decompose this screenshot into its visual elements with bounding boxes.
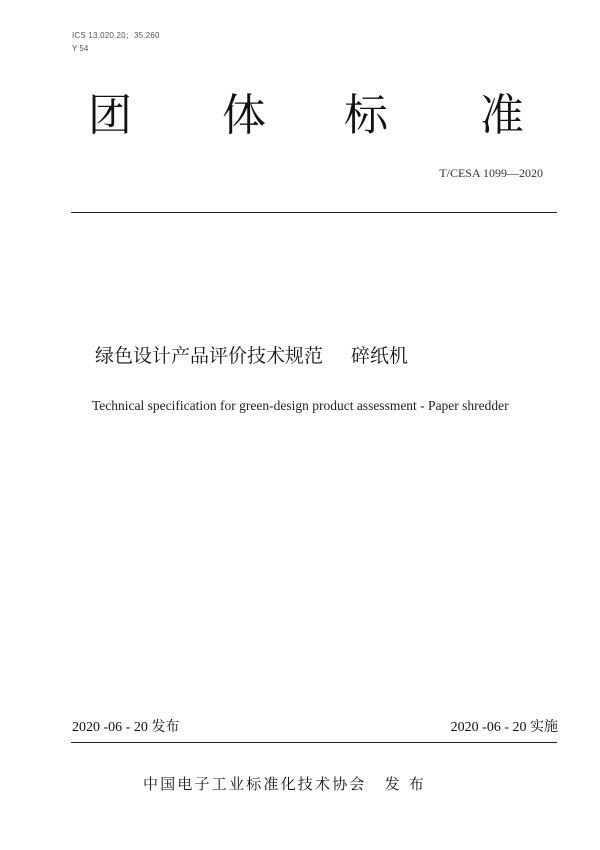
ccs-code: Y 54 (72, 44, 89, 53)
publish-date: 2020 -06 - 20 发布 (72, 720, 180, 735)
heading-char-2: 体 (222, 90, 266, 141)
standard-number: T/CESA 1099—2020 (439, 166, 543, 180)
publisher-action: 发 布 (384, 775, 426, 793)
heading-char-1: 团 (88, 90, 132, 141)
top-divider (71, 212, 557, 213)
title-chinese-sub: 碎纸机 (351, 345, 409, 367)
ics-code: ICS 13.020.20；35.260 (72, 31, 160, 40)
heading-char-3: 标 (344, 90, 388, 141)
title-chinese-main: 绿色设计产品评价技术规范 (95, 345, 324, 367)
bottom-divider (71, 742, 557, 743)
title-english: Technical specification for green-design product assessment - Paper shredder (92, 398, 509, 413)
title-chinese (95, 343, 408, 369)
publisher-organization: 中国电子工业标准化技术协会 (143, 775, 367, 793)
heading-char-4: 准 (480, 90, 524, 141)
publisher-line (143, 773, 426, 794)
implement-date: 2020 -06 - 20 实施 (450, 720, 558, 735)
